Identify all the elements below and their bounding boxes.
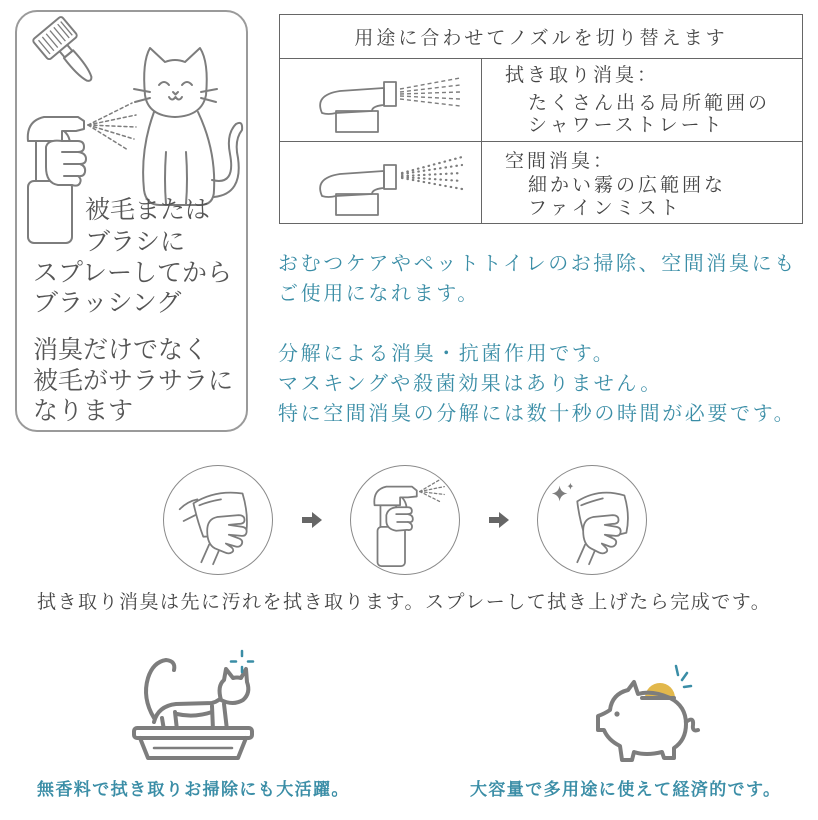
slicker-brush-icon (28, 14, 110, 92)
cat-litter-box-icon (128, 648, 260, 764)
panel-text-line: ブラシに (85, 227, 186, 256)
nozzle-mode-desc: ファインミスト (528, 197, 682, 219)
step-2-circle (350, 465, 460, 575)
nozzle-image-cell (280, 142, 482, 224)
panel-text-line: 被毛がサラサラに (33, 366, 234, 395)
step-3-circle (537, 465, 647, 575)
usage-note-line: おむつケアやペットトイレのお掃除、空間消臭にも (278, 251, 797, 275)
feature-caption-unscented: 無香料で拭き取りお掃除にも大活躍。 (37, 780, 350, 800)
nozzle-row-shower (280, 59, 802, 142)
nozzle-fine-mist-icon (310, 156, 470, 216)
panel-text-line: ブラッシング (33, 288, 182, 317)
steps-caption: 拭き取り消臭は先に汚れを拭き取ります。スプレーして拭き上げたら完成です。 (37, 591, 772, 613)
nozzle-table-header: 用途に合わせてノズルを切り替えます (280, 15, 802, 59)
panel-text-line: なります (33, 396, 134, 425)
nozzle-mode-title: 拭き取り消臭： (505, 64, 660, 86)
arrow-right-icon (300, 510, 324, 530)
hand-wiping-cloth-icon (164, 466, 272, 574)
nozzle-mode-desc: たくさん出る局所範囲の (528, 92, 771, 114)
panel-text-line: スプレーしてから (33, 258, 233, 287)
panel-text-line: 被毛または (85, 195, 211, 224)
usage-note-line: 分解による消臭・抗菌作用です。 (278, 341, 616, 365)
usage-note-line: 特に空間消臭の分解には数十秒の時間が必要です。 (278, 401, 797, 425)
usage-note-line: マスキングや殺菌効果はありません。 (278, 371, 663, 395)
nozzle-mode-title: 空間消臭： (505, 150, 616, 172)
hand-spraying-bottle-icon (351, 466, 459, 574)
nozzle-row-mist (280, 142, 802, 224)
nozzle-image-cell (280, 59, 482, 141)
usage-note-line: ご使用になれます。 (278, 281, 480, 305)
panel-text-line: 消臭だけでなく (33, 335, 209, 364)
feature-caption-economical: 大容量で多用途に使えて経済的です。 (470, 780, 782, 800)
smiling-cat-icon (130, 40, 245, 212)
hand-cloth-sparkle-icon (538, 466, 646, 574)
arrow-right-icon (487, 510, 511, 530)
nozzle-mode-desc: 細かい霧の広範囲な (528, 174, 727, 196)
nozzle-mode-desc: シャワーストレート (528, 114, 725, 136)
step-1-circle (163, 465, 273, 575)
nozzle-shower-stream-icon (310, 73, 470, 133)
nozzle-table (279, 14, 803, 224)
piggy-bank-coin-icon (590, 660, 702, 772)
